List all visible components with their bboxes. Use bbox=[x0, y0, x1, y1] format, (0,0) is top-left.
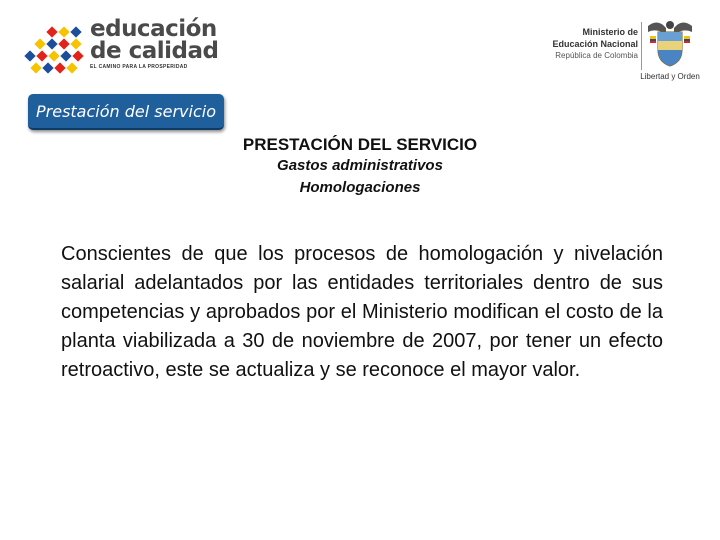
header-divider bbox=[641, 22, 642, 70]
coat-of-arms-icon bbox=[644, 16, 696, 68]
ministry-line1: Ministerio de bbox=[582, 27, 638, 37]
edu-logo-line1: educación bbox=[90, 16, 217, 42]
ministry-line2: Educación Nacional bbox=[552, 39, 638, 49]
heading-block bbox=[160, 135, 560, 199]
educacion-de-calidad-logo bbox=[24, 16, 219, 78]
colored-cubes-logo-icon bbox=[24, 26, 86, 76]
body-paragraph: Conscientes de que los procesos de homologación y nivelación salarial adelantados por las entidades territoriales dentro de sus competencias y aprobados por el Ministerio modifican el costo de la planta viabilizada a 30 de noviembre de 2007, por tener un efecto retroactivo, este se actualiza y se reconoce el mayor valor. bbox=[61, 243, 663, 381]
edu-logo-tagline: EL CAMINO PARA LA PROSPERIDAD bbox=[90, 64, 188, 70]
edu-logo-text bbox=[90, 18, 218, 70]
page-title: PRESTACIÓN DEL SERVICIO bbox=[242, 135, 478, 154]
ministry-name bbox=[538, 26, 638, 62]
edu-logo-line2: de calidad bbox=[90, 38, 219, 64]
ministry-line3: República de Colombia bbox=[555, 51, 638, 60]
section-tab-label: Prestación del servicio bbox=[36, 101, 216, 121]
subtitle-homologaciones: Homologaciones bbox=[299, 179, 421, 196]
subtitle-gastos: Gastos administrativos bbox=[277, 157, 443, 174]
motto-text: Libertad y Orden bbox=[640, 72, 700, 81]
section-tab bbox=[28, 94, 224, 130]
